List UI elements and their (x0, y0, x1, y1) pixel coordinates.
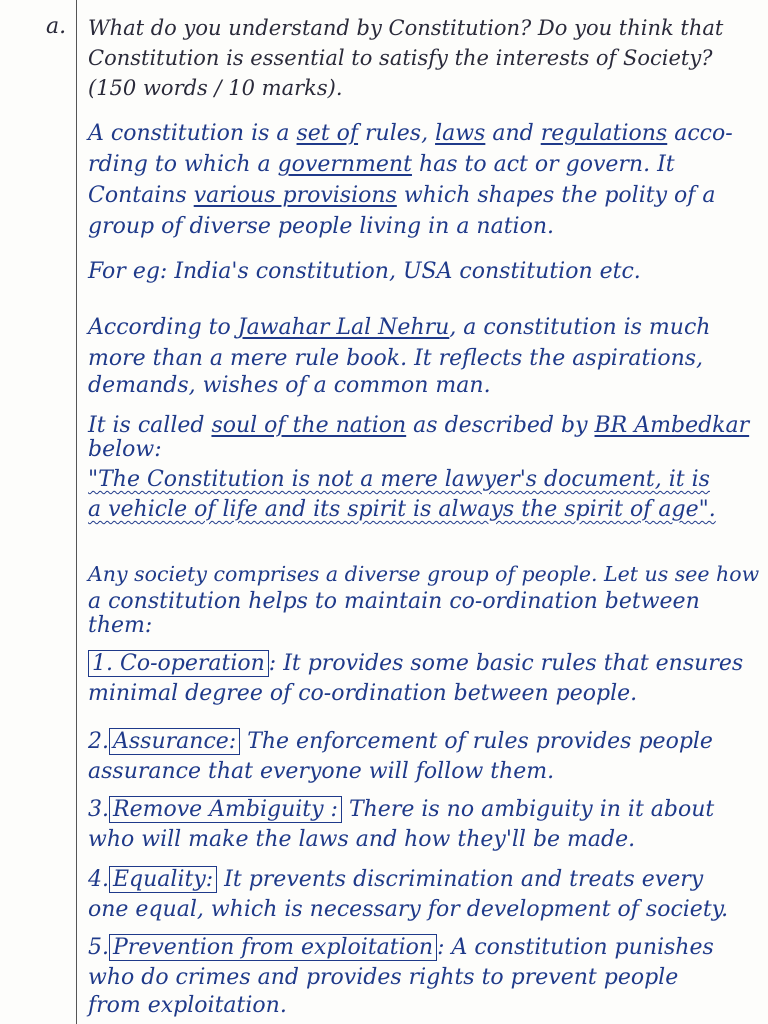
point-3-line-2: who will make the laws and how they'll be made. (88, 827, 636, 852)
para2-line-3: demands, wishes of a common man. (88, 373, 491, 398)
para1-line-3: Contains various provisions which shapes the polity of a (88, 183, 716, 208)
point-1-line-2: minimal degree of co-ordination between people. (88, 681, 638, 706)
para3-line-2: below: (88, 437, 162, 462)
point-4-title-box: Equality: (109, 866, 217, 893)
quote-line-1: "The Constitution is not a mere lawyer's document, it is (88, 467, 710, 492)
para2-line-2: more than a mere rule book. It reflects the aspirations, (88, 346, 704, 371)
para3-line-1: It is called soul of the nation as described by BR Ambedkar (88, 413, 750, 438)
point-1-title-box: 1. Co-operation (88, 650, 269, 677)
para1-line-1: A constitution is a set of rules, laws and regulations acco- (88, 121, 733, 146)
question-line-2: Constitution is essential to satisfy the interests of Society? (88, 46, 713, 70)
point-5-line-1: 5. Prevention from exploitation : A constitution punishes (88, 935, 714, 960)
point-3-line-1: 3. Remove Ambiguity : There is no ambiguity in it about (88, 797, 715, 822)
point-2-line-2: assurance that everyone will follow them. (88, 759, 555, 784)
question-line-1: What do you understand by Constitution? Do you think that (88, 16, 724, 40)
quote-line-2: a vehicle of life and its spirit is always the spirit of age". (88, 497, 716, 522)
point-4-line-1: 4. Equality: It prevents discrimination and treats every (88, 867, 704, 892)
point-5-title-box: Prevention from exploitation (109, 934, 437, 961)
para1-line-2: rding to which a government has to act or govern. It (88, 152, 675, 177)
para4-line-1: Any society comprises a diverse group of people. Let us see how (88, 562, 760, 586)
para4-line-2: a constitution helps to maintain co-ordination between (88, 589, 700, 614)
point-3-title-box: Remove Ambiguity : (109, 796, 342, 823)
point-5-line-3: from exploitation. (88, 993, 287, 1018)
para1-line-4: group of diverse people living in a nation. (88, 214, 554, 239)
point-1-line-1: 1. Co-operation : It provides some basic rules that ensures (88, 650, 743, 678)
point-2-title-box: Assurance: (109, 728, 240, 755)
point-4-line-2: one equal, which is necessary for development of society. (88, 897, 729, 922)
margin-line (76, 0, 77, 1024)
question-line-3: (150 words / 10 marks). (88, 76, 343, 100)
para4-line-3: them: (88, 613, 153, 638)
point-2-line-1: 2. Assurance: The enforcement of rules provides people (88, 729, 713, 754)
example-line: For eg: India's constitution, USA constitution etc. (88, 259, 641, 284)
para2-line-1: According to Jawahar Lal Nehru, a constitution is much (88, 315, 711, 340)
question-label: a. (46, 14, 67, 39)
point-5-line-2: who do crimes and provides rights to prevent people (88, 965, 679, 990)
